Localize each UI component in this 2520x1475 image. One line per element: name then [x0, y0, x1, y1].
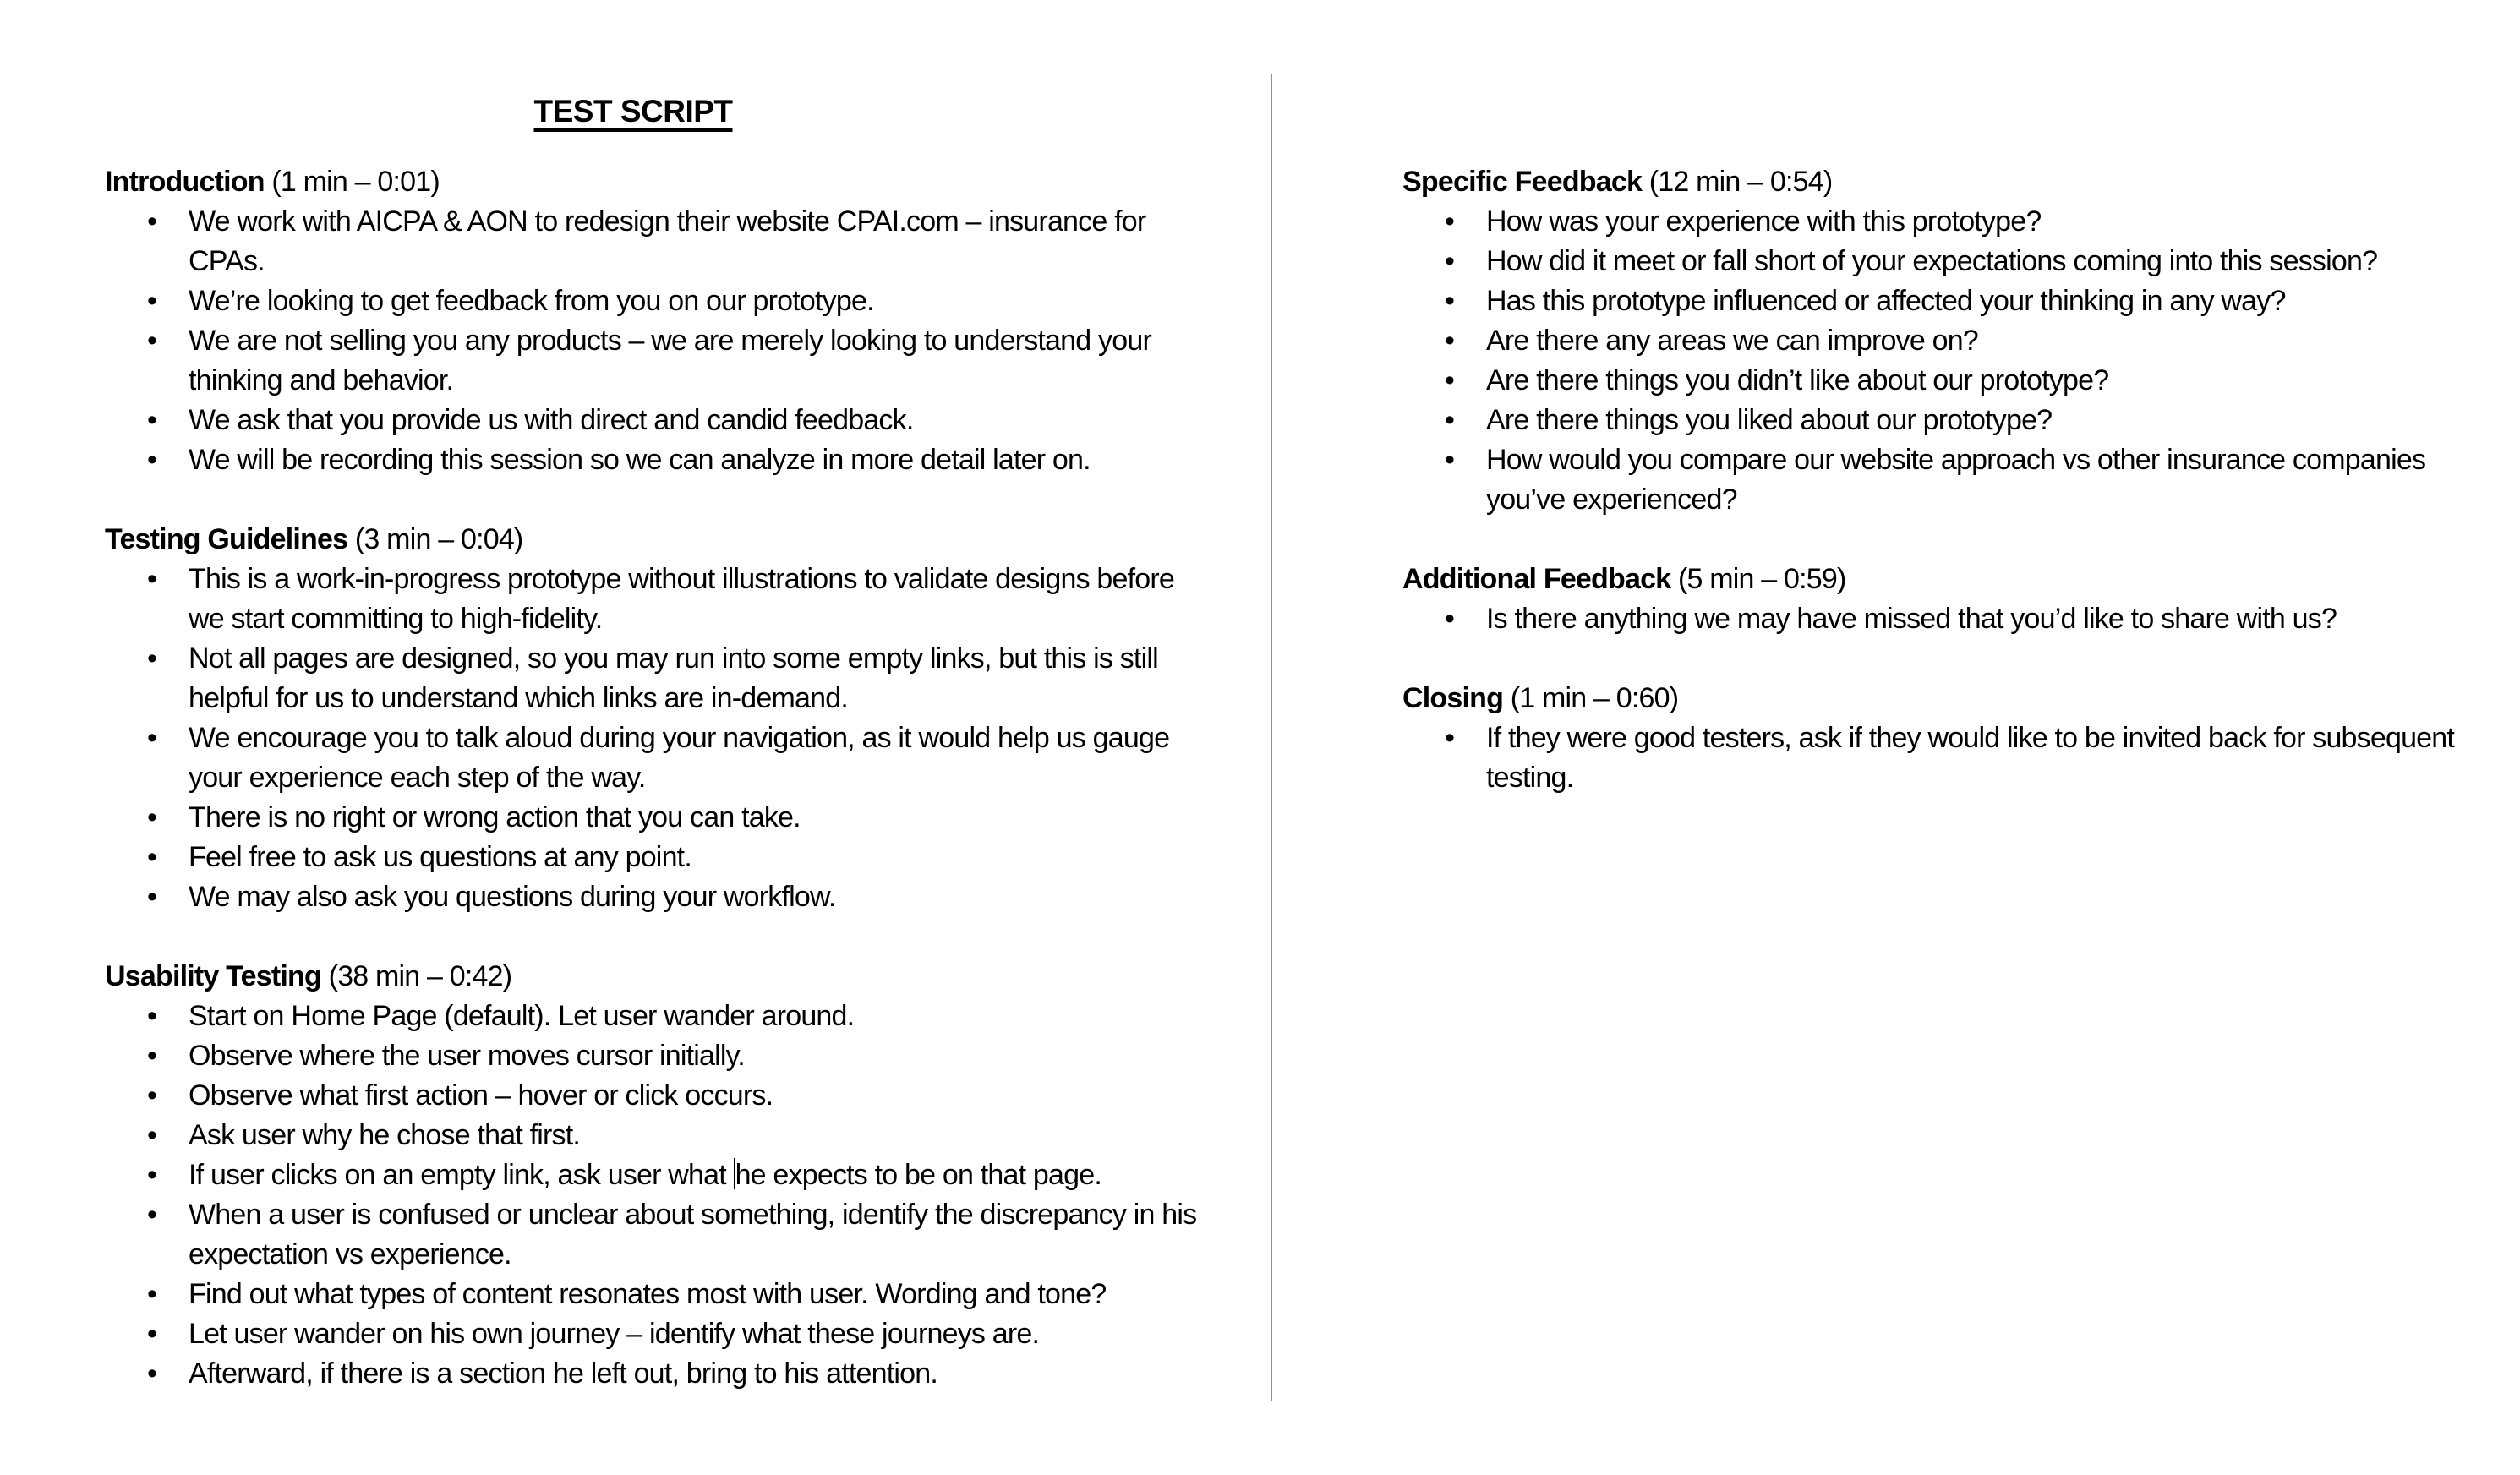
section-heading[interactable] [1402, 162, 2510, 202]
section-closing [1402, 679, 2510, 798]
bullet-list [105, 560, 1212, 917]
bullet-item[interactable] [1402, 440, 2510, 520]
section-heading[interactable] [1402, 679, 2510, 718]
bullet-item[interactable] [105, 639, 1212, 718]
bullet-text: Afterward, if there is a section he left out, bring to his attention. [189, 1358, 937, 1390]
bullet-item[interactable] [105, 1314, 1212, 1354]
bullet-list [105, 202, 1212, 480]
bullet-list [1402, 202, 2510, 520]
section-heading-timing: (3 min – 0:04) [354, 523, 523, 555]
bullet-item[interactable] [105, 1195, 1212, 1275]
section-heading[interactable] [105, 957, 1212, 997]
section-testing-guidelines [105, 520, 1212, 917]
bullet-text: We encourage you to talk aloud during your navigation, as it would help us gauge your experience each step of the way. [189, 722, 1170, 794]
bullet-text: Ask user why he chose that first. [189, 1119, 581, 1151]
bullet-text: If they were good testers, ask if they would like to be invited back for subsequent testing. [1486, 722, 2455, 794]
document-title-text: TEST SCRIPT [533, 93, 733, 128]
bullet-text: How would you compare our website approach vs other insurance companies you’ve experienced? [1486, 444, 2426, 516]
bullet-item[interactable] [105, 838, 1212, 877]
bullet-text: We may also ask you questions during your workflow. [189, 881, 836, 913]
right-column [1402, 162, 2510, 798]
bullet-item[interactable] [1402, 361, 2510, 401]
section-heading-label: Testing Guidelines [105, 523, 348, 555]
section-heading-label: Specific Feedback [1402, 166, 1643, 198]
bullet-text: Observe where the user moves cursor initially. [189, 1040, 745, 1072]
bullet-text: Are there things you didn’t like about our prototype? [1486, 364, 2109, 396]
bullet-item[interactable] [1402, 242, 2510, 281]
bullet-item[interactable] [1402, 202, 2510, 242]
section-heading-label: Usability Testing [105, 960, 321, 992]
bullet-text: There is no right or wrong action that you can take. [189, 801, 801, 833]
bullet-item[interactable] [105, 718, 1212, 798]
bullet-list [1402, 718, 2510, 798]
section-heading-label: Additional Feedback [1402, 563, 1671, 595]
bullet-item[interactable] [105, 202, 1212, 281]
section-heading-timing: (12 min – 0:54) [1648, 166, 1833, 198]
bullet-text: How did it meet or fall short of your expectations coming into this session? [1486, 245, 2378, 277]
bullet-text: Not all pages are designed, so you may run into some empty links, but this is still helpful for us to understand which links are in-demand. [189, 642, 1158, 714]
bullet-item[interactable] [105, 798, 1212, 838]
bullet-item[interactable] [105, 281, 1212, 321]
bullet-text: We ask that you provide us with direct and candid feedback. [189, 404, 914, 436]
section-additional-feedback [1402, 560, 2510, 639]
bullet-text: Is there anything we may have missed that you’d like to share with us? [1486, 603, 2337, 635]
section-heading-timing: (5 min – 0:59) [1677, 563, 1846, 595]
bullet-text: How was your experience with this prototype? [1486, 205, 2042, 238]
bullet-text: We work with AICPA & AON to redesign their website CPAI.com – insurance for CPAs. [189, 205, 1146, 277]
bullet-item[interactable] [105, 440, 1212, 480]
bullet-text: If user clicks on an empty link, ask user what [189, 1159, 734, 1191]
section-heading[interactable] [1402, 560, 2510, 599]
bullet-item[interactable] [105, 401, 1212, 440]
bullet-item[interactable] [105, 1155, 1212, 1195]
section-heading-timing: (1 min – 0:01) [271, 166, 440, 198]
bullet-item[interactable] [105, 877, 1212, 917]
column-divider [1271, 74, 1272, 1401]
bullet-item[interactable] [105, 1354, 1212, 1394]
bullet-text: This is a work-in-progress prototype without illustrations to validate designs before we start committing to high-fidelity. [189, 563, 1175, 635]
bullet-item[interactable] [1402, 281, 2510, 321]
section-heading-timing: (1 min – 0:60) [1510, 682, 1679, 714]
bullet-item[interactable] [105, 1076, 1212, 1116]
section-heading-label: Closing [1402, 682, 1504, 714]
bullet-text: We are not selling you any products – we are merely looking to understand your thinking and behavior. [189, 325, 1151, 396]
section-specific-feedback [1402, 162, 2510, 520]
section-introduction [105, 162, 1212, 480]
section-heading-label: Introduction [105, 166, 265, 198]
bullet-item[interactable] [105, 997, 1212, 1036]
section-heading-timing: (38 min – 0:42) [328, 960, 512, 992]
bullet-item[interactable] [105, 321, 1212, 401]
bullet-item[interactable] [105, 1116, 1212, 1155]
bullet-item[interactable] [1402, 401, 2510, 440]
bullet-item[interactable] [1402, 599, 2510, 639]
section-heading[interactable] [105, 162, 1212, 202]
bullet-text: Are there any areas we can improve on? [1486, 325, 1978, 357]
bullet-text: Find out what types of content resonates most with user. Wording and tone? [189, 1278, 1107, 1310]
document-title [105, 92, 1162, 131]
bullet-text: Has this prototype influenced or affected your thinking in any way? [1486, 285, 2286, 317]
bullet-text: Are there things you liked about our prototype? [1486, 404, 2053, 436]
section-usability-testing [105, 957, 1212, 1394]
bullet-item[interactable] [105, 560, 1212, 639]
bullet-text: Start on Home Page (default). Let user wander around. [189, 1000, 855, 1032]
bullet-text: Observe what first action – hover or click occurs. [189, 1079, 773, 1112]
section-heading[interactable] [105, 520, 1212, 560]
bullet-item[interactable] [105, 1275, 1212, 1314]
bullet-list [1402, 599, 2510, 639]
bullet-text: When a user is confused or unclear about something, identify the discrepancy in his expectation vs experience. [189, 1199, 1197, 1270]
bullet-list [105, 997, 1212, 1394]
bullet-text: We’re looking to get feedback from you on our prototype. [189, 285, 874, 317]
bullet-item[interactable] [105, 1036, 1212, 1076]
left-column [105, 162, 1212, 1394]
bullet-text: he expects to be on that page. [735, 1159, 1102, 1191]
bullet-item[interactable] [1402, 321, 2510, 361]
bullet-item[interactable] [1402, 718, 2510, 798]
bullet-text: Let user wander on his own journey – identify what these journeys are. [189, 1318, 1040, 1350]
bullet-text: Feel free to ask us questions at any point. [189, 841, 691, 873]
bullet-text: We will be recording this session so we can analyze in more detail later on. [189, 444, 1091, 476]
